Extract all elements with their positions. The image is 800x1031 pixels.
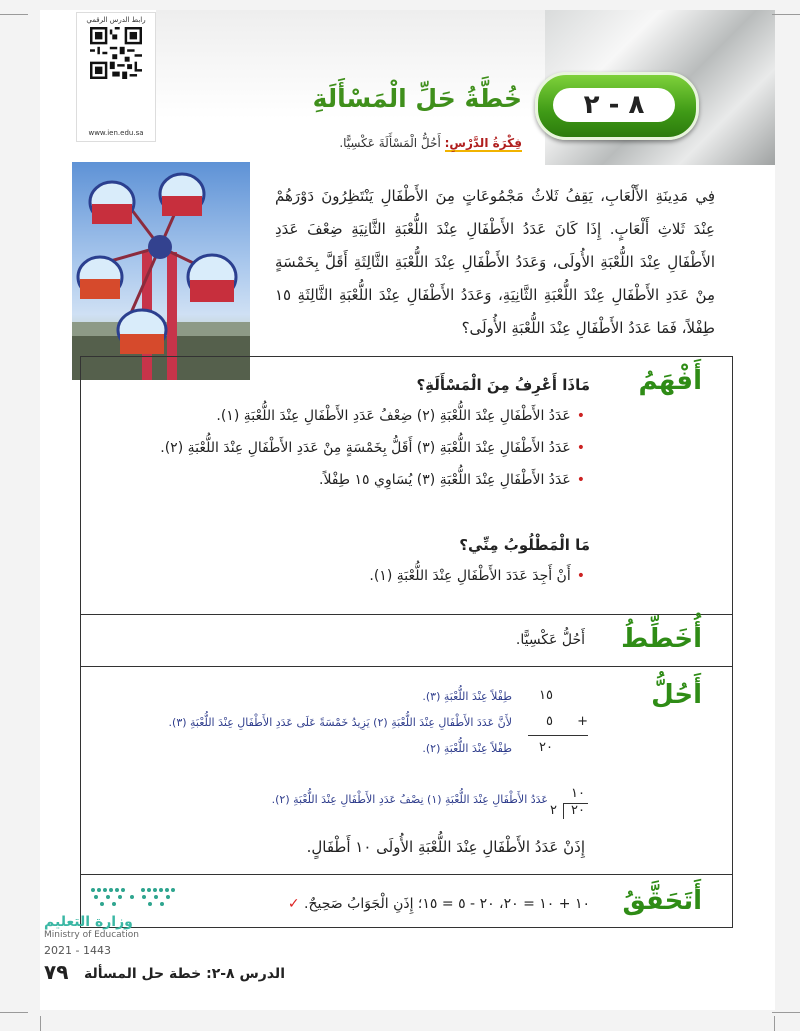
check-mark-icon: ✓ [287,896,300,912]
conclusion: إِذَنْ عَدَدُ الأَطْفَالِ عِنْدَ اللُّعْبَةِ الأُولَى ١٠ أَطْفَالٍ. [306,838,585,856]
academic-year: 2021 - 1443 [44,944,111,957]
page-number: ٧٩ [44,960,69,984]
dividend: ٢٠ [571,803,585,818]
number-5: ٥ [546,714,553,729]
solve-note-20: طِفْلاً عِنْدَ اللُّعْبَةِ (٢). [422,742,512,755]
crop-mark [40,1016,41,1031]
solve-heading: أَحُلُّ [651,680,702,710]
ferris-wheel-illustration [72,162,250,380]
qr-label: رابط الدرس الرقمي [86,16,146,24]
sum-line [528,735,588,736]
check-heading: أَتَحَقَّقُ [622,886,702,916]
solve-note-15: طِفْلاً عِنْدَ اللُّعْبَةِ (٣). [422,690,512,703]
vision-2030-logo-icon [88,884,178,908]
section-divider [80,666,733,667]
section-divider [80,614,733,615]
qr-code-icon[interactable] [90,27,142,79]
qr-panel[interactable] [76,12,156,142]
divisor: ٢ [550,803,557,818]
plan-text: أَحُلُّ عَكْسِيًّا. [515,632,585,648]
required-question: مَا الْمَطْلُوبُ مِنِّي؟ [459,536,590,554]
solve-note-5: لأَنَّ عَدَدَ الأَطْفَالِ عِنْدَ اللُّعْبَةِ (٢) يَزِيدُ خَمْسَةً عَلَى عَدَدِ الأَطْفَالِ عِنْدَ اللُّعْبَةِ (٣). [168,716,512,729]
crop-mark [772,1012,800,1013]
ministry-logo [44,914,164,957]
ferris-wheel-photo [72,162,250,380]
footer-lesson-title: الدرس ٨-٢: خطة حل المسألة [83,966,285,982]
number-20: ٢٠ [539,740,553,755]
known-question: مَاذَا أَعْرِفُ مِنَ الْمَسْأَلَةِ؟ [416,376,590,394]
plan-heading: أُخَطِّطُ [621,624,702,654]
lesson-idea-text: أَحُلُّ الْمَسْأَلَةَ عَكْسِيًّا. [339,136,441,150]
crop-mark [772,14,800,15]
problem-statement: فِي مَدِينَةِ الأَلْعَابِ، يَقِفُ ثَلاثُ مَجْمُوعَاتٍ مِنَ الأَطْفَالِ يَنْتَظِرُونَ دَوْرَهُمْ عِنْدَ ثَلاثِ أَلْعَابٍ. إِذَا كَانَ عَدَدُ الأَطْفَالِ عِنْدَ اللُّعْبَةِ الثَّانِيَةِ ضِعْفَ عَدَدِ الأَطْفَالِ عِنْدَ اللُّعْبَةِ الأُولَى، وَعَدَدُ الأَطْفَالِ عِنْدَ اللُّعْبَةِ الثَّالِثَةِ أَقَلَّ بِخَمْسَةٍ مِنْ عَدَدِ الأَطْفَالِ عِنْدَ اللُّعْبَةِ الثَّانِيَةِ، وَعَدَدُ الأَطْفَالِ عِنْدَ اللُّعْبَةِ الثَّالِثَةِ ١٥ طِفْلاً، فَمَا عَدَدُ الأَطْفَالِ عِنْدَ اللُّعْبَةِ الأُولَى؟ [275,187,715,337]
division-note: عَدَدُ الأَطْفَالِ عِنْدَ اللُّعْبَةِ (١) نِصْفُ عَدَدِ الأَطْفَالِ عِنْدَ اللُّعْبَةِ (٢). [271,793,548,806]
lesson-number: ٨ - ٢ [553,88,675,122]
check-text: ١٠ + ١٠ = ٢٠، ٢٠ - ٥ = ١٥؛ إِذَنِ الْجَوَابُ صَحِيحٌ. ✓ [287,896,590,912]
known-item: •عَدَدُ الأَطْفَالِ عِنْدَ اللُّعْبَةِ (٢) ضِعْفُ عَدَدِ الأَطْفَالِ عِنْدَ اللُّعْبَةِ (١). [216,408,585,424]
number-15: ١٥ [539,688,553,703]
understand-heading: أَفْهَمُ [638,366,702,396]
lesson-idea-label: فِكْرَةُ الدَّرْسِ: [444,136,522,150]
ministry-arabic: وزارة التعليم [44,914,133,930]
quotient: ١٠ [571,786,585,801]
known-item: •عَدَدُ الأَطْفَالِ عِنْدَ اللُّعْبَةِ (٣) يُسَاوِي ١٥ طِفْلاً. [319,472,585,488]
known-item: •عَدَدُ الأَطْفَالِ عِنْدَ اللُّعْبَةِ (٣) أَقَلُّ بِخَمْسَةٍ مِنْ عَدَدِ الأَطْفَالِ عِنْدَ اللُّعْبَةِ (٢). [160,440,585,456]
qr-url: www.ien.edu.sa [88,129,144,137]
lesson-idea [300,136,522,156]
division-bracket [563,803,564,819]
section-divider [80,874,733,875]
crop-mark [0,1012,28,1013]
page-title: خُطَّةُ حَلِّ الْمَسْأَلَةِ [312,84,522,113]
ministry-english: Ministry of Education [44,930,139,940]
required-item: •أَنْ أَجِدَ عَدَدَ الأَطْفَالِ عِنْدَ اللُّعْبَةِ (١). [369,568,585,584]
plus-sign: + [577,714,588,729]
crop-mark [0,14,28,15]
crop-mark [774,1016,775,1031]
